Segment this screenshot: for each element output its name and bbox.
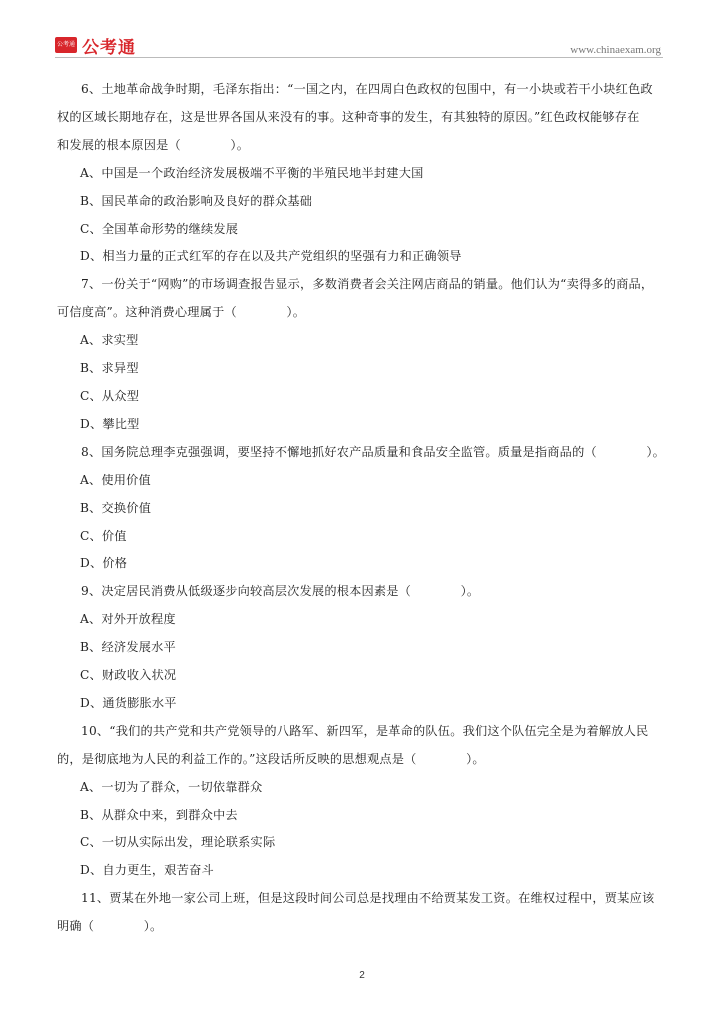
answer-option: C、从众型 (80, 388, 140, 403)
question-text: 可信度高”。这种消费心理属于（ ）。 (57, 305, 306, 320)
question-6 (57, 76, 669, 271)
answer-option: D、自力更生，艰苦奋斗 (80, 863, 214, 878)
answer-option: D、相当力量的正式红军的存在以及共产党组织的坚强有力和正确领导 (80, 249, 462, 264)
question-text: 6、土地革命战争时期，毛泽东指出：“一国之内，在四周白色政权的包围中，有一小块或若干小块红色政 (81, 82, 653, 96)
answer-option: D、通货膨胀水平 (80, 695, 177, 710)
answer-option: A、对外开放程度 (80, 612, 176, 627)
question-8 (57, 439, 669, 579)
answer-option: B、交换价值 (80, 500, 152, 515)
question-list (57, 76, 669, 941)
answer-option: A、使用价值 (80, 472, 151, 487)
question-text: 8、国务院总理李克强强调，要坚持不懈地抓好农产品质量和食品安全监管。质量是指商品的（ ）。 (81, 444, 666, 459)
page-number: 2 (359, 970, 365, 981)
answer-option: C、全国革命形势的继续发展 (80, 221, 239, 236)
logo (55, 34, 136, 56)
question-9 (57, 578, 669, 718)
answer-option: B、从群众中来，到群众中去 (80, 807, 238, 822)
answer-option: D、攀比型 (80, 416, 140, 431)
question-text: 11、贾某在外地一家公司上班，但是这段时间公司总是找理由不给贾某发工资。在维权过程中，贾某应该 (81, 891, 655, 906)
question-text: 和发展的根本原因是（ ）。 (57, 137, 250, 152)
answer-option: B、国民革命的政治影响及良好的群众基础 (80, 193, 313, 208)
question-11 (57, 885, 669, 941)
question-text: 9、决定居民消费从低级逐步向较高层次发展的根本因素是（ ）。 (81, 584, 480, 599)
answer-option: D、价格 (80, 556, 128, 571)
question-7 (57, 271, 669, 438)
question-text: 的，是彻底地为人民的利益工作的。”这段话所反映的思想观点是（ ）。 (57, 751, 485, 766)
answer-option: C、价值 (80, 528, 127, 543)
logo-icon: 公考通 (55, 37, 77, 53)
question-text: 权的区域长期地存在，这是世界各国从来没有的事。这种奇事的发生，有其独特的原因。”红色政权能够存在 (57, 109, 640, 124)
answer-option: C、财政收入状况 (80, 668, 177, 683)
question-text: 10、“我们的共产党和共产党领导的八路军、新四军，是革命的队伍。我们这个队伍完全是为着解放人民 (81, 723, 649, 738)
answer-option: A、中国是一个政治经济发展极端不平衡的半殖民地半封建大国 (80, 165, 424, 180)
logo-text: 公考通 (82, 37, 136, 58)
answer-option: A、求实型 (80, 333, 139, 348)
header-divider (55, 57, 663, 58)
page-header (55, 30, 663, 58)
answer-option: C、一切从实际出发，理论联系实际 (80, 835, 276, 850)
site-url: www.chinaexam.org (570, 44, 661, 56)
question-text: 明确（ ）。 (57, 919, 163, 934)
answer-option: B、求异型 (80, 361, 139, 376)
question-10 (57, 718, 669, 885)
question-text: 7、一份关于“网购”的市场调查报告显示，多数消费者会关注网店商品的销量。他们认为“卖得多的商品， (81, 277, 654, 292)
answer-option: B、经济发展水平 (80, 640, 176, 655)
answer-option: A、一切为了群众，一切依靠群众 (80, 779, 263, 794)
